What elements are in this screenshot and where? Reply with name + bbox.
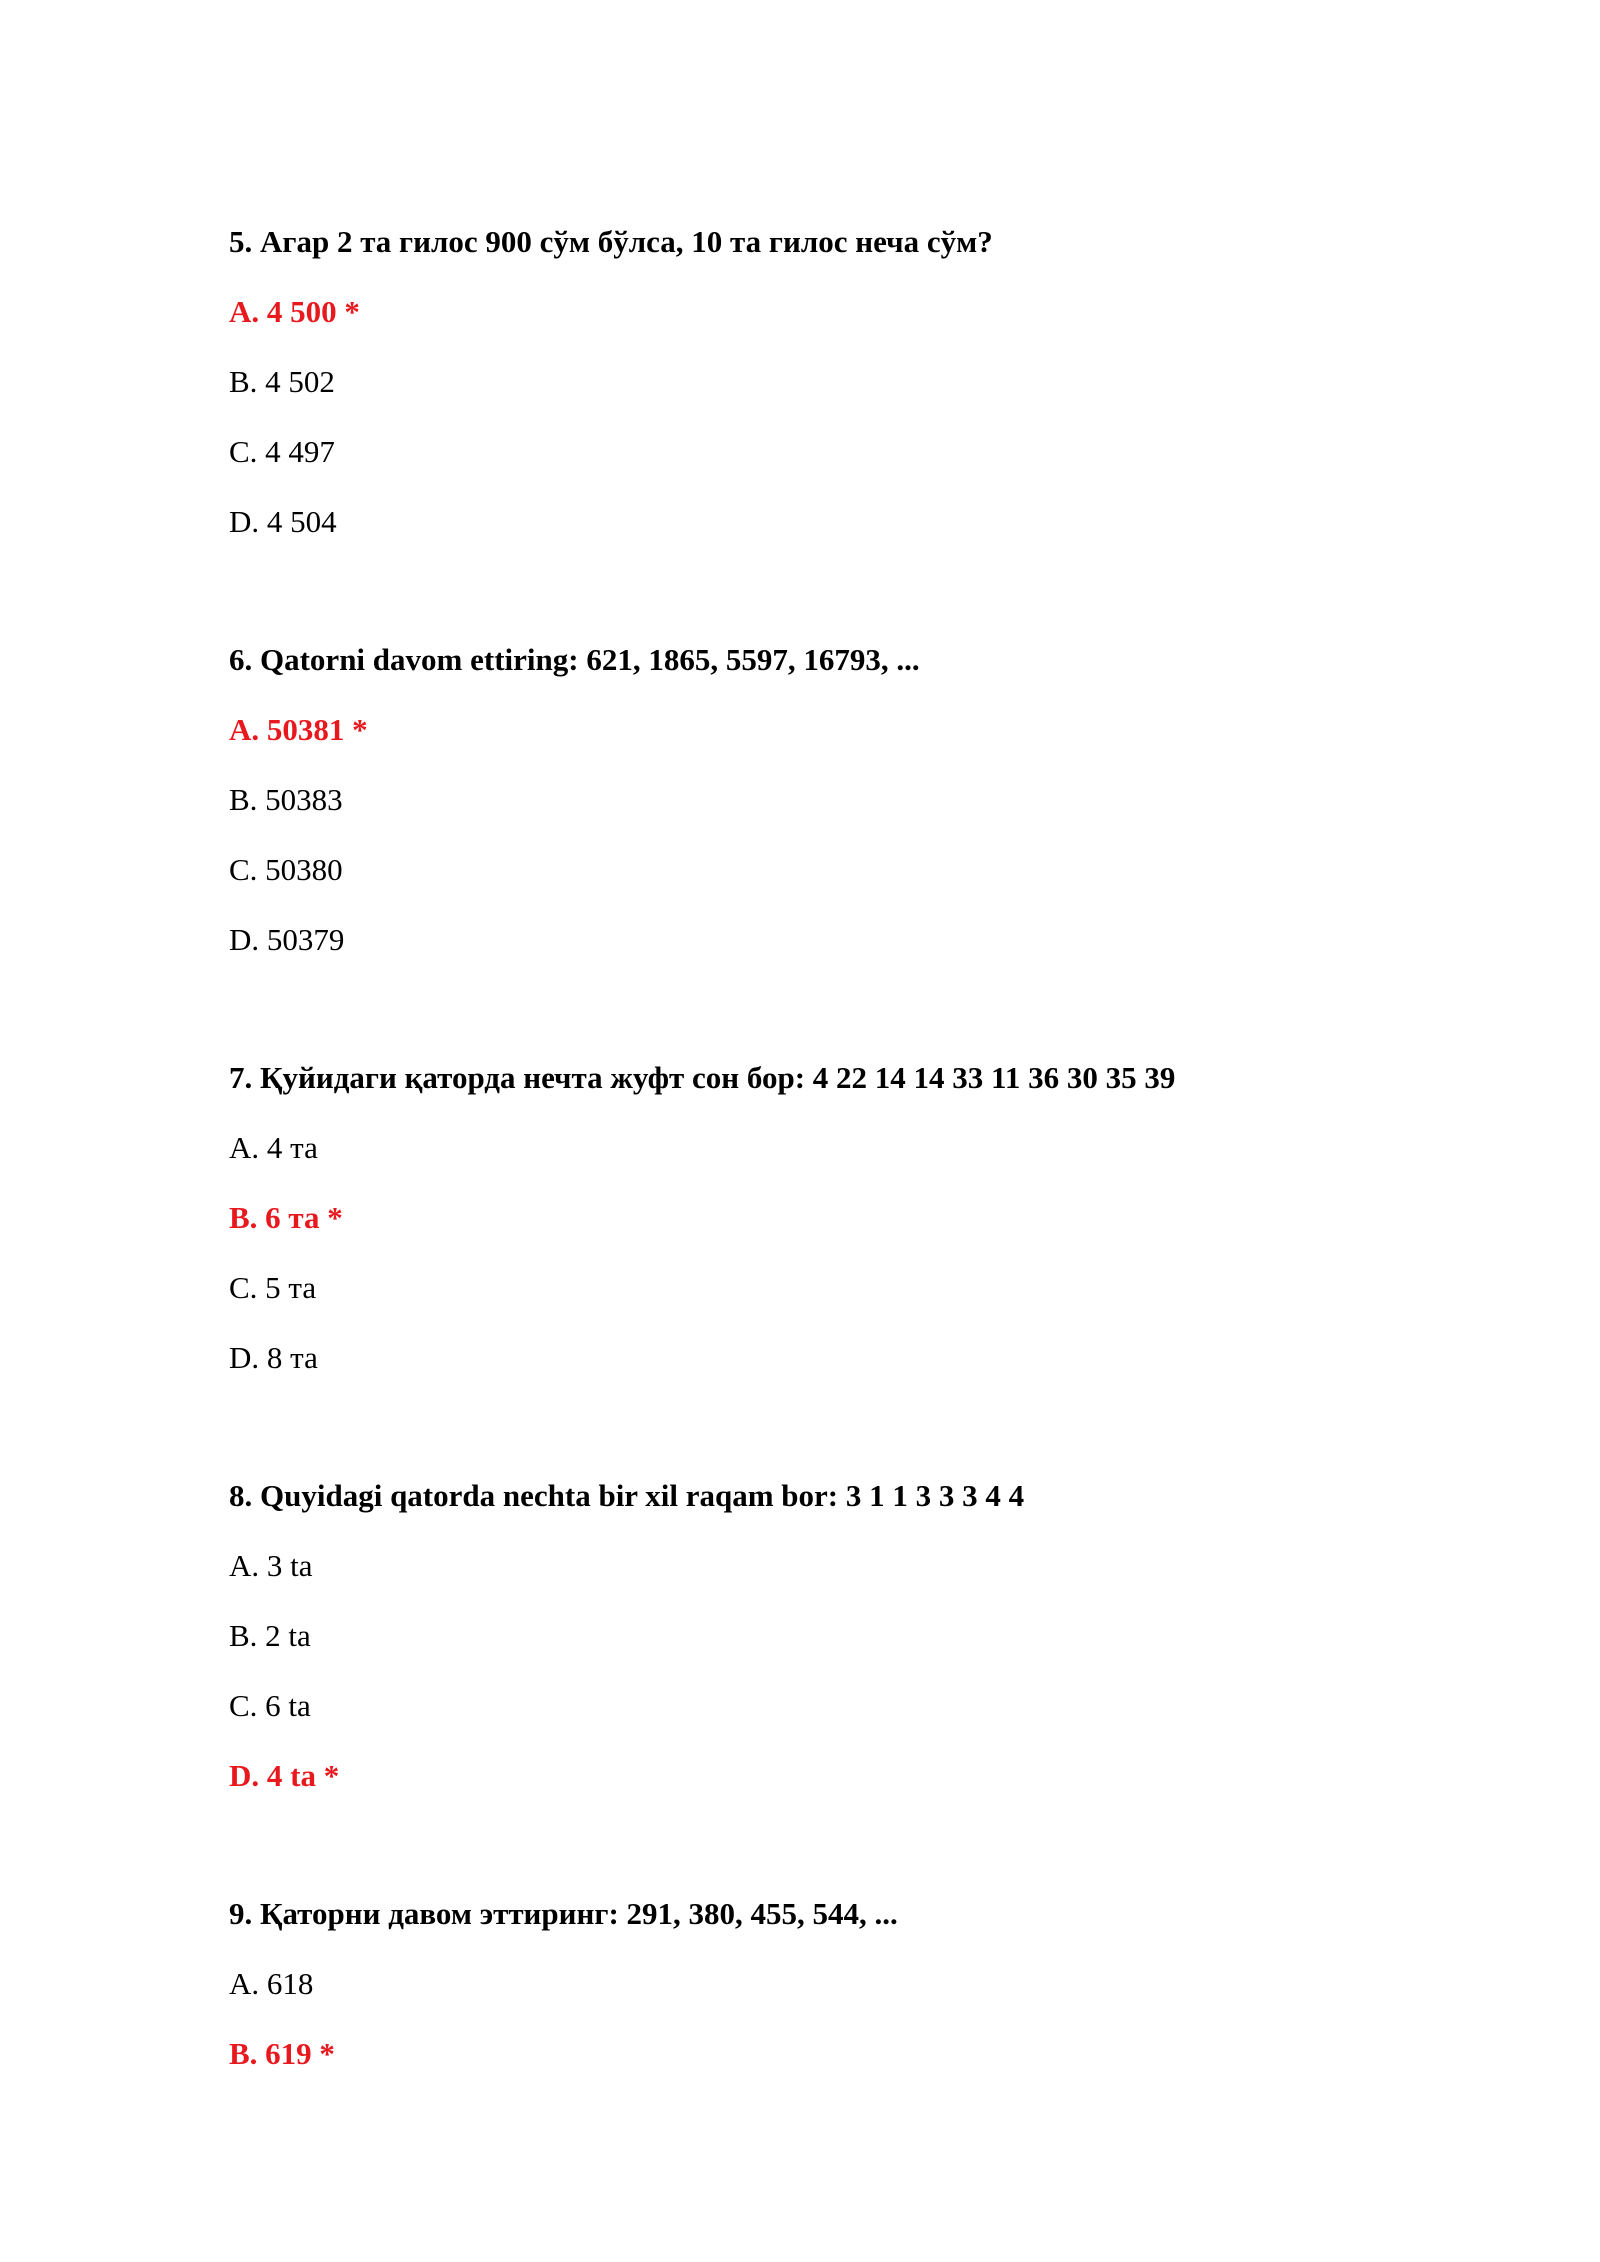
option-a: A. 4 500 * [229,294,360,329]
question-8 [229,1476,1529,1796]
option-b: B. 50383 [229,782,343,817]
question-text: 5. Агар 2 та гилос 900 сўм бўлса, 10 та гилос неча сўм? [229,224,993,259]
question-text: 6. Qatorni davom ettiring: 621, 1865, 5597, 16793, ... [229,642,920,677]
option-a: A. 3 ta [229,1548,313,1583]
question-text: 7. Қуйидаги қаторда нечта жуфт сон бор: 4 22 14 14 33 11 36 30 35 39 [229,1060,1176,1095]
option-d: D. 4 ta * [229,1758,340,1793]
question-9 [229,1894,1529,2074]
option-c: C. 4 497 [229,434,335,469]
option-b: B. 2 ta [229,1618,311,1653]
question-text: 8. Quyidagi qatorda nechta bir xil raqam bor: 3 1 1 3 3 3 4 4 [229,1478,1025,1513]
option-b: B. 619 * [229,2036,335,2071]
option-a: A. 50381 * [229,712,368,747]
option-c: C. 5 та [229,1270,317,1305]
option-a: A. 618 [229,1966,314,2001]
option-d: D. 4 504 [229,504,337,539]
option-d: D. 8 та [229,1340,318,1375]
option-a: A. 4 та [229,1130,318,1165]
question-6 [229,640,1529,960]
option-c: C. 6 ta [229,1688,311,1723]
question-5 [229,222,1529,542]
option-c: C. 50380 [229,852,343,887]
question-7 [229,1058,1529,1378]
option-b: B. 6 та * [229,1200,343,1235]
question-text: 9. Қаторни давом эттиринг: 291, 380, 455, 544, ... [229,1896,898,1931]
option-d: D. 50379 [229,922,345,957]
option-b: B. 4 502 [229,364,335,399]
